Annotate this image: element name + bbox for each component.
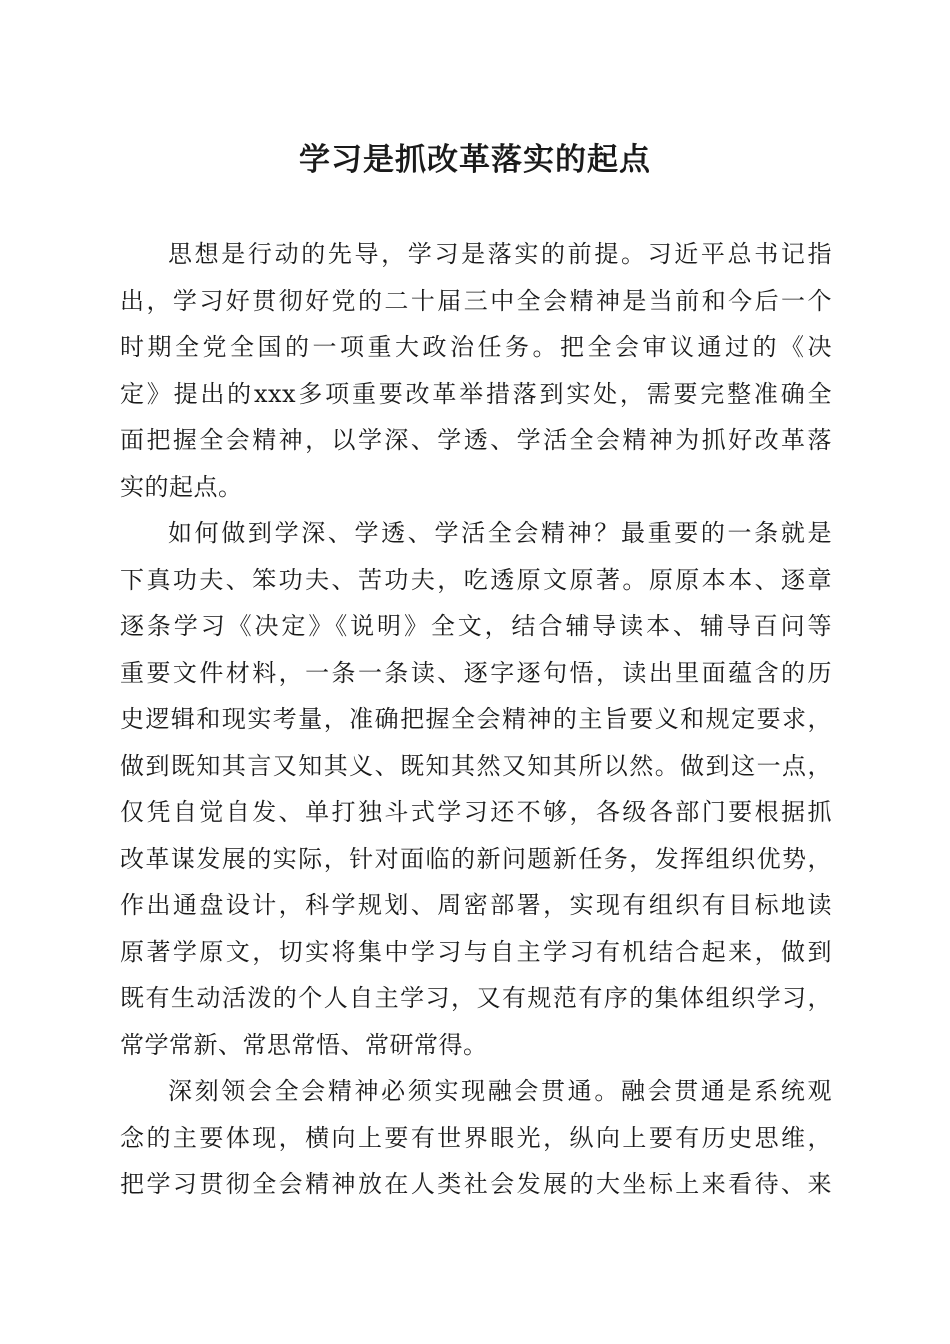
document-body <box>120 231 832 1208</box>
paragraph-line: 深刻领会全会精神必须实现融会贯通。融会贯通是系统观 <box>168 1077 832 1105</box>
paragraph-line: 时期全党全国的一项重大政治任务。把全会审议通过的《决 <box>120 333 832 361</box>
paragraph-line: 常学常新、常思常悟、常研常得。 <box>120 1030 488 1059</box>
paragraph-line: 实的起点。 <box>120 472 243 501</box>
paragraph-line: 仅凭自觉自发、单打独斗式学习还不够，各级各部门要根据抓 <box>120 798 832 826</box>
paragraph-line: 作出通盘设计，科学规划、周密部署，实现有组织有目标地读 <box>120 891 832 919</box>
paragraph-line: 原著学原文，切实将集中学习与自主学习有机结合起来，做到 <box>120 937 832 966</box>
paragraph-line: 如何做到学深、学透、学活全会精神？最重要的一条就是 <box>168 519 832 547</box>
paragraph-line: 逐条学习《决定》《说明》全文，结合辅导读本、辅导百问等 <box>120 612 832 640</box>
paragraph-line: 面把握全会精神，以学深、学透、学活全会精神为抓好改革落 <box>120 426 832 454</box>
paragraph-line: 重要文件材料，一条一条读、逐字逐句悟，读出里面蕴含的历 <box>120 658 832 687</box>
paragraph-2 <box>120 510 832 1068</box>
paragraph-line: 改革谋发展的实际，针对面临的新问题新任务，发挥组织优势， <box>120 844 832 873</box>
paragraph-line: 定》提出的xxx多项重要改革举措落到实处，需要完整准确全 <box>120 379 832 408</box>
paragraph-line: 出，学习好贯彻好党的二十届三中全会精神是当前和今后一个 <box>120 286 832 315</box>
paragraph-1 <box>120 231 832 510</box>
document-title: 学习是抓改革落实的起点 <box>299 142 651 178</box>
paragraph-line: 下真功夫、笨功夫、苦功夫，吃透原文原著。原原本本、逐章 <box>120 565 832 594</box>
paragraph-line: 史逻辑和现实考量，准确把握全会精神的主旨要义和规定要求， <box>120 705 832 733</box>
paragraph-3 <box>120 1068 832 1208</box>
paragraph-line: 做到既知其言又知其义、既知其然又知其所以然。做到这一点， <box>120 751 832 780</box>
paragraph-line: 把学习贯彻全会精神放在人类社会发展的大坐标上来看待、来 <box>120 1170 832 1198</box>
paragraph-line: 既有生动活泼的个人自主学习，又有规范有序的集体组织学习， <box>120 984 832 1012</box>
paragraph-line: 念的主要体现，横向上要有世界眼光，纵向上要有历史思维， <box>120 1123 832 1152</box>
paragraph-line: 思想是行动的先导，学习是落实的前提。习近平总书记指 <box>168 240 832 268</box>
